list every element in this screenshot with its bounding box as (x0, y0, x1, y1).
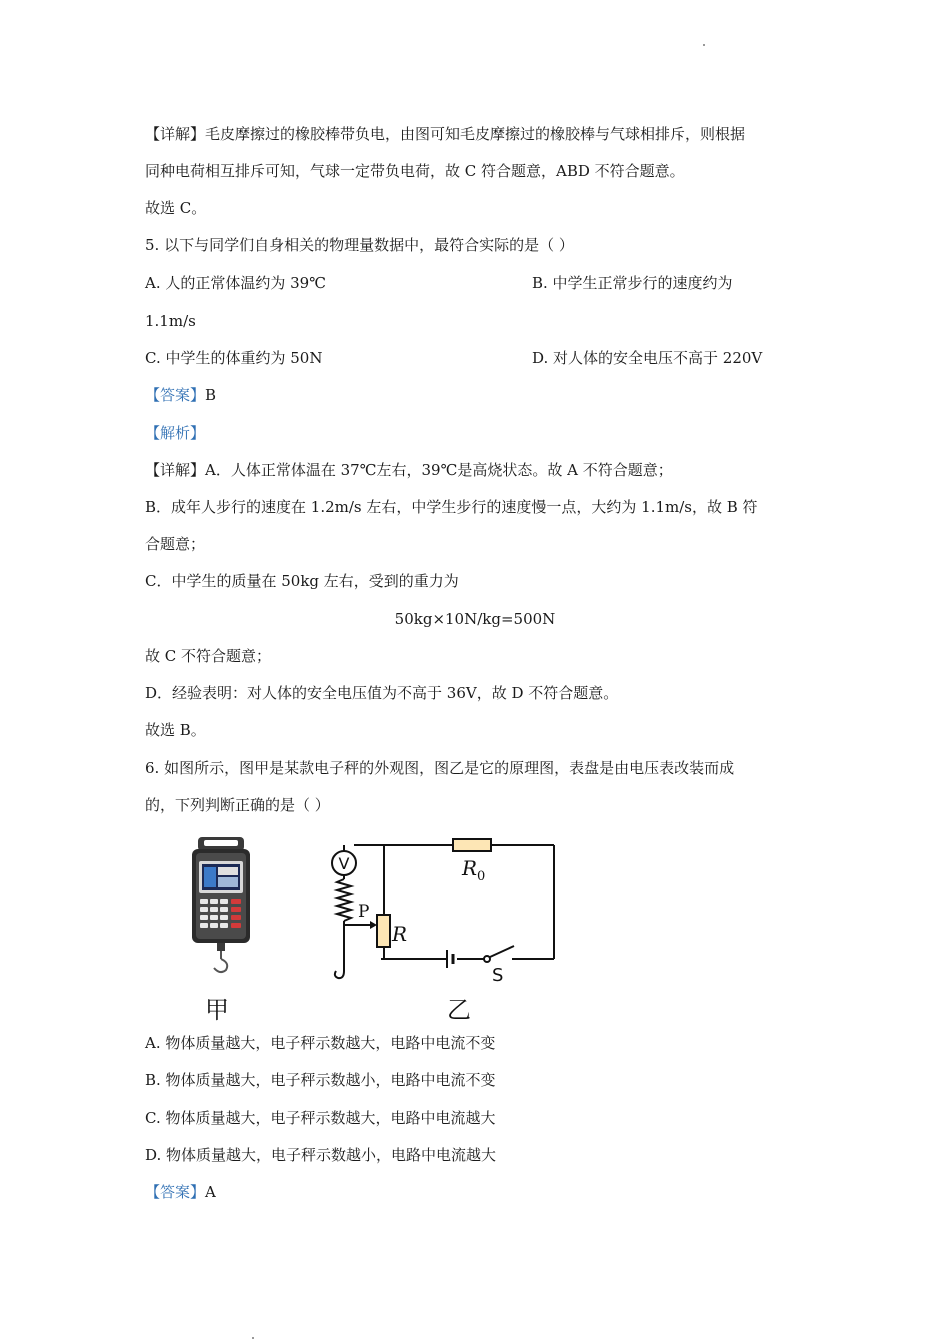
q5-option-d: D. 对人体的安全电压不高于 220V (532, 349, 763, 367)
q5-detail-2: B．成年人步行的速度在 1.2m/s 左右，中学生步行的速度慢一点，大约为 1.1m/s，故 B 符 (145, 498, 758, 516)
rheostat-r (377, 915, 390, 947)
question-6-stem-2: 的，下列判断正确的是（ ） (145, 796, 330, 814)
detail-line-1 (145, 124, 745, 144)
bottom-mark (252, 1337, 254, 1339)
q5-formula: 50kg×10N/kg=500N (394, 610, 556, 628)
q5-detail-4: C．中学生的质量在 50kg 左右，受到的重力为 (145, 572, 459, 590)
q6-option-d: D. 物体质量越大，电子秤示数越小，电路中电流越大 (145, 1146, 497, 1164)
svg-text:P: P (358, 902, 370, 922)
detail-tag: 【详解】 (145, 461, 206, 479)
circuit-diagram (320, 835, 570, 985)
svg-text:V: V (338, 854, 350, 873)
svg-text:R: R (462, 856, 478, 880)
switch-s (490, 946, 514, 957)
corner-mark (703, 44, 705, 46)
q5-detail-6: D．经验表明：对人体的安全电压值为不高于 36V，故 D 不符合题意。 (145, 684, 619, 702)
detail-text: 毛皮摩擦过的橡胶棒带负电，由图可知毛皮摩擦过的橡胶棒与气球相排斥，则根据 (205, 125, 746, 143)
detail-line-2: 同种电荷相互排斥可知，气球一定带负电荷，故 C 符合题意，ABD 不符合题意。 (145, 162, 685, 180)
figure-label-jia: 甲 (205, 996, 229, 1024)
q6-option-a: A. 物体质量越大，电子秤示数越大，电路中电流不变 (145, 1034, 496, 1052)
question-5-stem: 5. 以下与同学们自身相关的物理量数据中，最符合实际的是（ ） (145, 236, 574, 254)
analysis-tag: 【解析】 (145, 424, 206, 442)
detail-tag: 【详解】 (145, 125, 206, 143)
q5-detail-1 (145, 460, 673, 480)
q5-answer (145, 385, 216, 405)
electronic-scale-image (186, 835, 256, 975)
svg-text:0: 0 (477, 869, 486, 884)
q5-detail-3: 合题意； (145, 535, 206, 553)
q6-option-b: B. 物体质量越大，电子秤示数越小，电路中电流不变 (145, 1071, 496, 1089)
answer-tag: 【答案】 (145, 1183, 206, 1201)
q6-option-c: C. 物体质量越大，电子秤示数越大，电路中电流越大 (145, 1109, 496, 1127)
choice-line: 故选 C。 (145, 199, 207, 217)
q5-detail-5: 故 C 不符合题意； (145, 647, 272, 665)
question-6-stem-1: 6. 如图所示，图甲是某款电子秤的外观图，图乙是它的原理图，表盘是由电压表改装而成 (145, 759, 735, 777)
q5-analysis (145, 423, 205, 443)
answer-tag: 【答案】 (145, 386, 206, 404)
answer-value: B (205, 386, 217, 404)
svg-text:R: R (392, 922, 408, 946)
q5-option-c: C. 中学生的体重约为 50N (145, 349, 323, 367)
answer-value: A (205, 1183, 216, 1201)
svg-text:S: S (492, 965, 504, 985)
resistor-r0 (453, 839, 491, 851)
q5-detail-7: 故选 B。 (145, 721, 206, 739)
detail-text: A．人体正常体温在 37℃左右，39℃是高烧状态。故 A 不符合题意； (205, 461, 673, 479)
q5-option-b-cont: 1.1m/s (145, 312, 196, 330)
q6-answer (145, 1182, 216, 1202)
q5-option-a: A. 人的正常体温约为 39℃ (145, 274, 327, 292)
q5-option-b: B. 中学生正常步行的速度约为 (532, 274, 733, 292)
figure-label-yi: 乙 (447, 996, 471, 1024)
